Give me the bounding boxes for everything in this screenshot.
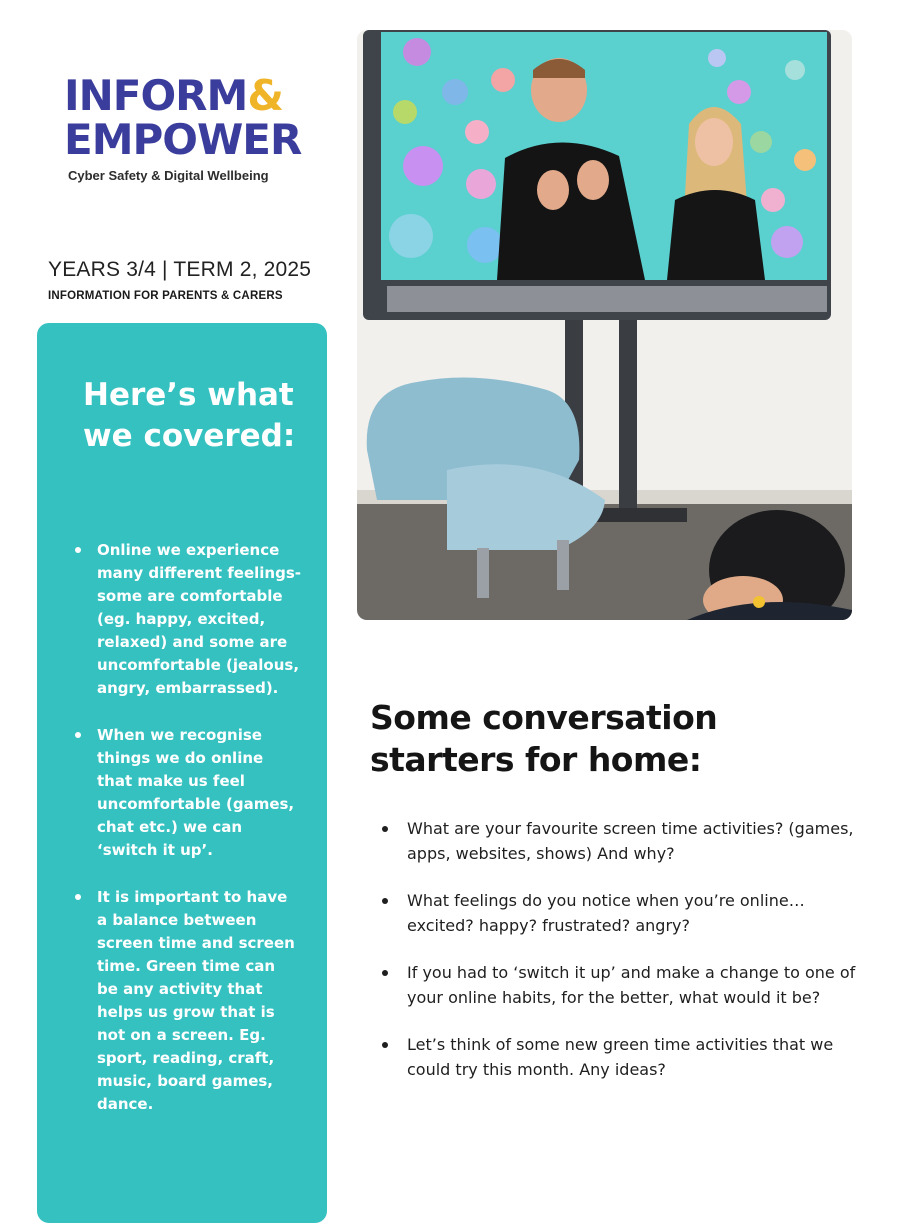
term-header — [48, 258, 311, 302]
logo-wordmark-line-2: EMPOWER — [64, 115, 302, 164]
inform-empower-logo — [64, 71, 304, 183]
covered-panel — [37, 323, 327, 1223]
logo-tagline: Cyber Safety & Digital Wellbeing — [68, 168, 269, 183]
covered-title: Here’s what we covered: — [83, 377, 296, 454]
starters-title: Some conversation starters for home: — [370, 698, 718, 779]
covered-list — [71, 539, 301, 1140]
starter-item: Let’s think of some new green time activities that we could try this month. Any ideas? — [380, 1032, 860, 1082]
classroom-photo-illustration — [357, 30, 852, 620]
covered-item: When we recognise things we do online that make us feel uncomfortable (games, chat etc.) we can ‘switch it up’. — [71, 724, 301, 862]
starter-item: What are your favourite screen time activities? (games, apps, websites, shows) And why? — [380, 816, 860, 866]
logo-wordmark-line-1: INFORM& — [64, 71, 283, 120]
classroom-photo — [357, 30, 852, 620]
starter-item: If you had to ‘switch it up’ and make a change to one of your online habits, for the better, what would it be? — [380, 960, 860, 1010]
starters-list — [380, 816, 860, 1104]
covered-item: It is important to have a balance between screen time and screen time. Green time can be any activity that helps us grow that is not on a screen. Eg. sport, reading, craft, music, board games, dance. — [71, 886, 301, 1116]
term-label: YEARS 3/4 | TERM 2, 2025 — [48, 258, 312, 281]
covered-item: Online we experience many different feelings- some are comfortable (eg. happy, excited, relaxed) and some are uncomfortable (jealous, angry, embarrassed). — [71, 539, 301, 700]
audience-label: INFORMATION FOR PARENTS & CARERS — [48, 290, 283, 302]
starter-item: What feelings do you notice when you’re online… excited? happy? frustrated? angry? — [380, 888, 860, 938]
